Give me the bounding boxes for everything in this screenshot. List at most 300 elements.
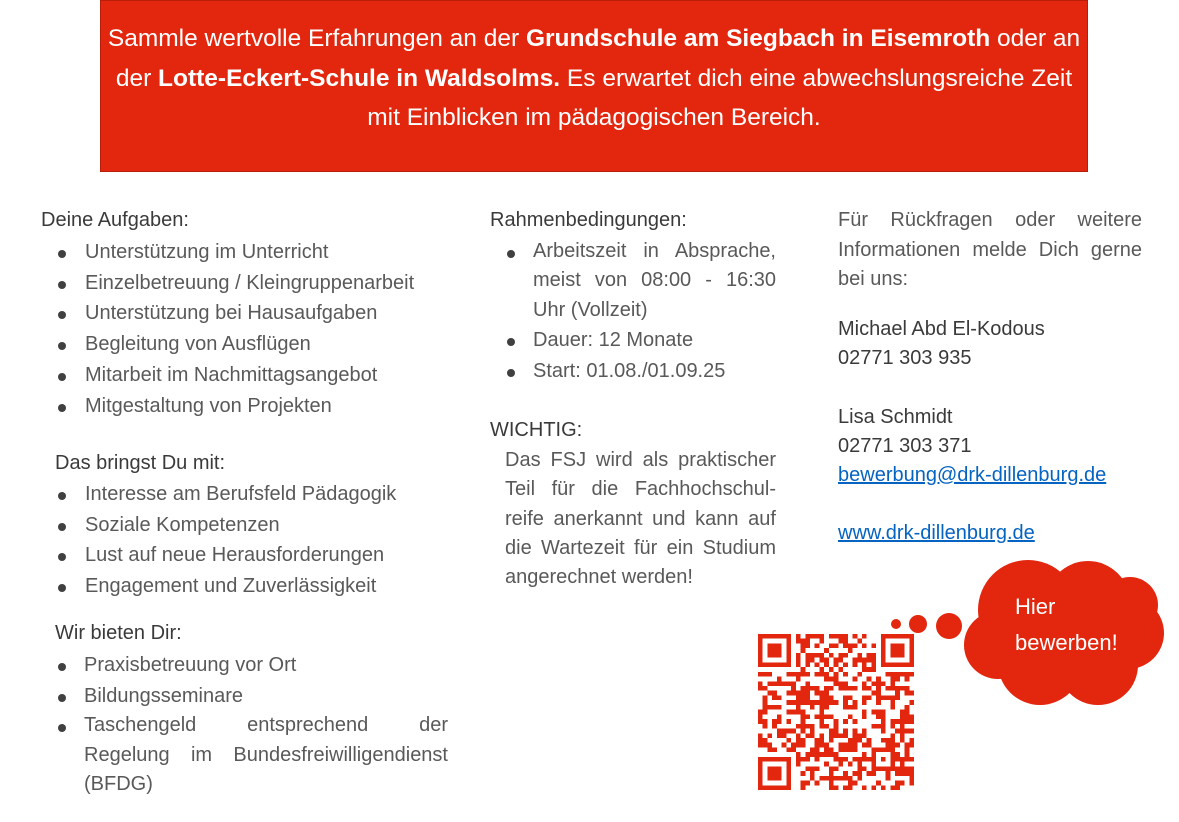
qr-module: [876, 681, 881, 686]
qr-module: [805, 643, 810, 648]
qr-module: [815, 752, 820, 757]
qr-module: [890, 643, 904, 657]
qr-module: [871, 643, 876, 648]
qr-module: [900, 762, 905, 767]
contact-name: Lisa Schmidt: [838, 406, 953, 428]
qr-module: [909, 634, 914, 667]
contact-intro: Für Rückfragen oder weitere Informationen melde Dich gerne bei uns:: [838, 209, 1142, 290]
qr-module: [843, 785, 848, 790]
qr-module: [909, 771, 914, 776]
qr-module: [848, 785, 853, 790]
qr-module: [763, 686, 768, 691]
qr-module: [890, 719, 895, 724]
qr-module: [824, 747, 829, 752]
qr-module: [819, 695, 824, 700]
qr-module: [824, 752, 829, 757]
qr-module: [791, 672, 796, 677]
qr-module: [767, 672, 772, 677]
list-item: Arbeitszeit in Absprache, meist von 08:00 - 16:30 Uhr (Vollzeit): [490, 237, 776, 325]
qr-module: [763, 724, 768, 729]
qr-module: [758, 733, 763, 738]
qr-module: [853, 700, 858, 705]
qr-module: [900, 724, 905, 729]
qr-module: [895, 771, 900, 776]
qr-module: [834, 658, 839, 663]
qr-module: [801, 710, 806, 715]
list-item: Start: 01.08./01.09.25: [490, 356, 776, 387]
qr-module: [829, 781, 834, 786]
qr-module: [838, 686, 843, 691]
qr-module: [857, 762, 862, 767]
qr-module: [810, 747, 815, 752]
qr-module: [801, 785, 806, 790]
qr-module: [829, 653, 834, 658]
list-item: Unterstützung im Unterricht: [41, 237, 461, 268]
qr-module: [791, 743, 796, 748]
qr-module: [848, 747, 853, 752]
conditions-heading: Rahmenbedingungen:: [490, 209, 687, 231]
qr-module: [805, 662, 810, 667]
qr-module: [853, 743, 858, 748]
qr-module: [801, 672, 806, 677]
qr-module: [815, 781, 820, 786]
qr-module: [829, 686, 834, 691]
qr-module: [829, 634, 834, 639]
qr-module: [824, 648, 829, 653]
qr-module: [819, 776, 824, 781]
qr-module: [786, 710, 791, 715]
qr-module: [909, 738, 914, 743]
qr-module: [805, 733, 810, 738]
qr-module: [801, 771, 806, 776]
qr-module: [801, 714, 806, 719]
qr-module: [890, 700, 895, 705]
qr-module: [867, 658, 872, 663]
qr-module: [857, 738, 862, 743]
qr-module: [819, 714, 824, 719]
qr-module: [848, 714, 853, 719]
qr-module: [900, 771, 905, 776]
qr-module: [890, 733, 895, 738]
qr-module: [867, 686, 872, 691]
qr-module: [881, 662, 914, 667]
offer-heading: Wir bieten Dir:: [55, 622, 182, 644]
qr-module: [810, 724, 815, 729]
qr-module: [871, 785, 876, 790]
qr-module: [805, 700, 810, 705]
qr-module: [819, 719, 824, 724]
qr-module: [824, 658, 829, 663]
qr-module: [905, 771, 910, 776]
qr-module: [909, 776, 914, 781]
qr-module: [905, 705, 910, 710]
qr-module: [881, 634, 914, 639]
qr-module: [810, 705, 815, 710]
qr-module: [815, 700, 820, 705]
qr-module: [871, 710, 876, 715]
list-item: Lust auf neue Herausforderungen: [41, 540, 461, 571]
qr-module: [895, 672, 900, 677]
qr-module: [905, 743, 910, 748]
qr-module: [853, 643, 858, 648]
qr-code[interactable]: [758, 634, 914, 790]
qr-module: [862, 785, 867, 790]
qr-module: [801, 648, 806, 653]
qr-module: [867, 743, 872, 748]
qr-module: [786, 719, 791, 724]
qr-module: [857, 771, 862, 776]
qr-module: [886, 743, 891, 748]
qr-module: [862, 700, 867, 705]
qr-module: [805, 639, 810, 644]
qr-module: [843, 643, 848, 648]
qr-module: [824, 700, 829, 705]
qr-module: [777, 729, 782, 734]
qr-module: [767, 733, 772, 738]
qr-module: [801, 639, 806, 644]
important-heading: WICHTIG:: [490, 419, 583, 441]
list-item: Soziale Kompetenzen: [41, 510, 461, 541]
qr-module: [796, 733, 801, 738]
qr-module: [895, 695, 900, 700]
qr-module: [862, 710, 867, 715]
qr-module: [796, 634, 801, 639]
qr-module: [791, 686, 796, 691]
list-item: Dauer: 12 Monate: [490, 325, 776, 356]
qr-module: [815, 686, 820, 691]
qr-module: [853, 738, 858, 743]
qr-module: [829, 729, 834, 734]
qr-module: [782, 681, 787, 686]
qr-module: [786, 747, 791, 752]
tasks-list: [41, 237, 461, 421]
qr-module: [848, 643, 853, 648]
qr-module: [853, 757, 858, 762]
qr-module: [895, 691, 900, 696]
qr-module: [796, 639, 801, 644]
qr-module: [838, 762, 843, 767]
qr-module: [900, 710, 905, 715]
qr-module: [801, 643, 806, 648]
qr-module: [900, 781, 905, 786]
qr-module: [829, 752, 834, 757]
qr-module: [909, 700, 914, 705]
qr-module: [843, 776, 848, 781]
qr-module: [843, 771, 848, 776]
qr-module: [867, 695, 872, 700]
qr-module: [881, 729, 886, 734]
qr-module: [810, 653, 815, 658]
qr-module: [777, 695, 782, 700]
contact-person-2: [838, 403, 1106, 548]
qr-module: [857, 776, 862, 781]
qr-module: [838, 757, 843, 762]
qr-module: [824, 672, 829, 677]
qr-module: [862, 681, 867, 686]
qr-module: [796, 672, 801, 677]
qr-module: [824, 691, 829, 696]
qr-module: [758, 672, 763, 677]
qr-module: [810, 634, 815, 639]
qr-module: [791, 710, 796, 715]
qr-module: [796, 700, 801, 705]
qr-module: [881, 695, 886, 700]
qr-module: [848, 695, 853, 700]
qr-module: [801, 743, 806, 748]
qr-module: [805, 653, 810, 658]
qr-module: [853, 771, 858, 776]
qr-module: [843, 747, 848, 752]
qr-module: [805, 691, 810, 696]
qr-module: [848, 781, 853, 786]
qr-module: [829, 776, 834, 781]
qr-module: [895, 785, 900, 790]
qr-module: [834, 634, 839, 639]
qr-module: [905, 766, 910, 771]
qr-module: [791, 700, 796, 705]
qr-module: [876, 700, 881, 705]
qr-module: [881, 719, 886, 724]
qr-module: [801, 724, 806, 729]
qr-module: [853, 781, 858, 786]
qr-module: [815, 691, 820, 696]
qr-module: [876, 724, 881, 729]
qr-module: [767, 681, 772, 686]
qr-module: [843, 662, 848, 667]
qr-module: [801, 686, 806, 691]
qr-module: [815, 738, 820, 743]
qr-module: [871, 724, 876, 729]
banner-text-3: Es erwartet dich eine abwechslungsreiche Zeit mit Einblicken im pädagogischen Bereich.: [367, 64, 1073, 131]
qr-module: [857, 639, 862, 644]
qr-module: [834, 785, 839, 790]
qr-module: [857, 733, 862, 738]
qr-module: [810, 733, 815, 738]
qr-module: [867, 738, 872, 743]
list-item: Mitarbeit im Nachmittagsangebot: [41, 360, 461, 391]
qr-module: [895, 781, 900, 786]
qr-module: [890, 705, 895, 710]
qr-module: [763, 705, 768, 710]
qr-module: [763, 743, 768, 748]
qr-module: [862, 743, 867, 748]
qr-module: [905, 719, 910, 724]
qr-module: [848, 738, 853, 743]
qr-module: [819, 705, 824, 710]
qr-module: [824, 743, 829, 748]
qr-module: [829, 695, 834, 700]
qr-module: [838, 658, 843, 663]
qr-module: [843, 729, 848, 734]
qr-module: [819, 691, 824, 696]
qr-module: [890, 747, 895, 771]
qr-module: [853, 719, 858, 724]
qr-module: [829, 747, 834, 752]
qr-module: [834, 700, 839, 705]
qr-module: [843, 757, 848, 762]
qr-module: [772, 747, 777, 752]
qr-module: [758, 710, 763, 715]
bubble-line-1: Hier: [1015, 594, 1056, 619]
qr-module: [871, 653, 876, 658]
qr-module: [815, 757, 820, 762]
qr-module: [801, 667, 806, 672]
qr-module: [834, 681, 839, 686]
qr-module: [815, 766, 820, 771]
qr-module: [895, 757, 900, 762]
qr-module: [881, 681, 886, 686]
qr-module: [871, 691, 876, 696]
qr-module: [890, 695, 895, 700]
qr-module: [815, 714, 820, 719]
qr-module: [909, 757, 914, 762]
qr-module: [881, 714, 886, 719]
qr-module: [900, 719, 905, 724]
qr-module: [824, 705, 829, 710]
list-item: Taschengeld entsprechend der Regelung im Bundesfreiwilligendienst (BFDG): [41, 711, 448, 800]
qr-module: [876, 677, 881, 682]
qr-module: [763, 700, 768, 705]
qr-module: [848, 648, 853, 653]
qr-module: [834, 724, 839, 729]
qr-module: [815, 743, 820, 748]
qr-module: [834, 677, 839, 682]
qr-module: [890, 738, 895, 743]
qr-module: [886, 776, 891, 781]
qr-module: [810, 776, 815, 781]
qr-module: [810, 700, 815, 705]
qr-module: [853, 677, 858, 682]
qr-module: [824, 677, 829, 682]
conditions-list: [490, 237, 776, 386]
qr-module: [796, 691, 801, 696]
qr-module: [843, 653, 848, 658]
qr-module: [843, 733, 848, 738]
qr-module: [805, 658, 810, 663]
qr-module: [853, 662, 858, 667]
qr-module: [834, 757, 839, 762]
qr-module: [853, 686, 858, 691]
qr-module: [758, 634, 791, 639]
qr-module: [758, 757, 763, 790]
bring-heading: Das bringst Du mit:: [55, 452, 226, 474]
qr-module: [772, 719, 777, 724]
qr-module: [810, 752, 815, 757]
qr-module: [867, 771, 872, 776]
qr-module: [791, 691, 796, 696]
email-link[interactable]: bewerbung@drk-dillenburg.de: [838, 464, 1107, 486]
qr-module: [834, 776, 839, 781]
qr-module: [905, 686, 910, 691]
qr-module: [838, 634, 843, 639]
qr-module: [838, 747, 843, 752]
qr-module: [824, 695, 829, 700]
qr-module: [890, 724, 895, 729]
qr-module: [881, 724, 886, 729]
qr-module: [867, 677, 872, 682]
qr-module: [819, 672, 824, 677]
qr-module: [777, 705, 782, 710]
list-item: Einzelbetreuung / Kleingruppenarbeit: [41, 268, 461, 299]
qr-module: [786, 691, 791, 696]
qr-module: [843, 639, 848, 644]
qr-module: [796, 762, 801, 767]
qr-module: [758, 719, 763, 724]
qr-module: [867, 757, 872, 762]
qr-module: [867, 653, 872, 658]
qr-module: [895, 677, 900, 682]
qr-module: [862, 766, 867, 771]
qr-module: [886, 686, 891, 691]
bring-list: [41, 479, 461, 602]
qr-module: [815, 662, 820, 667]
qr-module: [763, 710, 768, 715]
qr-module: [843, 705, 848, 710]
qr-module: [819, 667, 824, 672]
qr-module: [848, 762, 853, 767]
qr-module: [843, 681, 848, 686]
qr-module: [843, 700, 848, 705]
qr-module: [815, 653, 820, 658]
qr-module: [838, 667, 843, 672]
qr-module: [862, 658, 867, 663]
qr-module: [843, 719, 848, 724]
banner-school-1: Grundschule am Siegbach in Eisemroth: [525, 25, 991, 52]
qr-module: [819, 710, 824, 715]
qr-module: [890, 686, 895, 691]
tasks-heading: Deine Aufgaben:: [41, 209, 189, 231]
qr-module: [819, 738, 824, 743]
qr-module: [862, 634, 867, 639]
qr-module: [886, 695, 891, 700]
qr-module: [819, 700, 824, 705]
qr-module: [782, 729, 787, 734]
qr-module: [857, 766, 862, 771]
qr-module: [767, 705, 772, 710]
qr-module: [786, 738, 791, 743]
qr-module: [848, 776, 853, 781]
qr-module: [843, 743, 848, 748]
qr-module: [796, 724, 801, 729]
qr-module: [819, 639, 824, 644]
apply-bubble[interactable]: [880, 555, 1179, 715]
contact-phone: 02771 303 371: [838, 435, 972, 457]
qr-module: [905, 729, 910, 734]
qr-module: [801, 691, 806, 696]
qr-module: [867, 667, 872, 672]
website-link[interactable]: www.drk-dillenburg.de: [838, 522, 1035, 544]
qr-module: [890, 743, 895, 748]
qr-module: [786, 729, 791, 734]
qr-module: [909, 672, 914, 677]
qr-module: [909, 719, 914, 724]
qr-module: [772, 691, 777, 696]
qr-module: [810, 729, 815, 734]
qr-module: [777, 677, 782, 682]
qr-module: [767, 747, 772, 752]
qr-module: [782, 743, 787, 748]
bubble-line-2: bewerben!: [1015, 630, 1118, 655]
qr-module: [801, 729, 806, 734]
qr-module: [801, 719, 806, 724]
qr-module: [824, 724, 829, 729]
qr-module: [871, 658, 876, 663]
qr-module: [862, 643, 867, 648]
qr-module: [905, 710, 910, 715]
qr-module: [805, 714, 810, 719]
qr-module: [905, 691, 910, 696]
qr-module: [805, 724, 810, 729]
